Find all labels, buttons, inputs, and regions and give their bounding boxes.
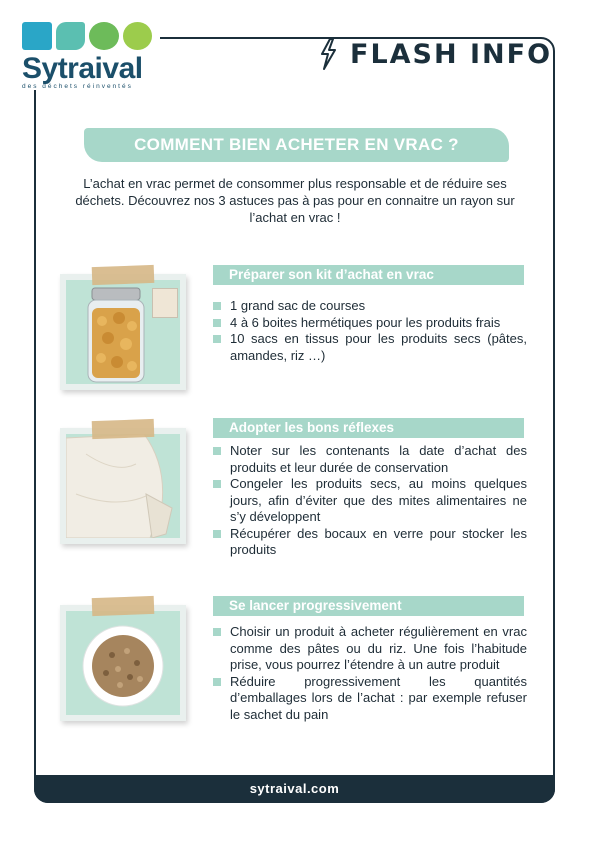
footer-bar	[34, 775, 555, 803]
main-banner	[84, 128, 509, 162]
logo-square-blue	[22, 22, 52, 50]
list-item: Choisir un produit à acheter régulièrement en vrac comme des pâtes ou du riz. Une fois l’habitude prise, vous pourrez l’étendre à un autre produit	[213, 624, 527, 674]
page-title: FLASH INFO	[350, 38, 553, 70]
cloth-bag-image	[66, 434, 180, 538]
brand-tagline: des déchets réinventés	[22, 83, 133, 90]
brand-name: Sytraival	[22, 52, 143, 85]
list-item: Noter sur les contenants la date d’achat des produits et leur durée de conservation	[213, 443, 527, 476]
logo-square-green	[89, 22, 119, 50]
list-item: 10 sacs en tissus pour les produits secs (pâtes, amandes, riz …)	[213, 331, 527, 364]
flash-info-header	[318, 38, 552, 70]
logo-square-teal	[56, 22, 86, 50]
list-item: Réduire progressivement les quantités d’emballages lors de l’achat : par exemple refuser le sachet du pain	[213, 674, 527, 724]
bullet-list	[213, 298, 527, 364]
lentil-bowl-image	[82, 625, 164, 707]
section-heading: Adopter les bons réflexes	[213, 418, 524, 438]
banner-title: COMMENT BIEN ACHETER EN VRAC ?	[134, 135, 459, 154]
pasta-jar-image	[86, 286, 146, 384]
tape-strip	[92, 265, 155, 285]
lentil-bowl-photo	[60, 605, 186, 721]
footer-link[interactable]: sytraival.com	[249, 781, 340, 796]
small-jar-image	[152, 288, 178, 318]
logo-squares	[22, 22, 152, 50]
section-heading: Préparer son kit d’achat en vrac	[213, 265, 524, 285]
tape-strip	[92, 419, 155, 439]
intro-text: L’achat en vrac permet de consommer plus responsable et de réduire ses déchets. Découvrez nos 3 astuces pas à pas pour en connaitre un rayon sur l’achat en vrac !	[75, 176, 515, 225]
lightning-bolt-icon	[318, 38, 338, 70]
list-item: 1 grand sac de courses	[213, 298, 527, 315]
bullet-list	[213, 443, 527, 559]
list-item: 4 à 6 boites hermétiques pour les produits frais	[213, 315, 527, 332]
list-item: Congeler les produits secs, au moins quelques jours, afin d’éviter que des mites alimentaires ne s’y développent	[213, 476, 527, 526]
bullet-list	[213, 624, 527, 723]
section-heading: Se lancer progressivement	[213, 596, 524, 616]
pasta-jar-photo	[60, 274, 186, 390]
logo-square-lime	[123, 22, 153, 50]
list-item: Récupérer des bocaux en verre pour stocker les produits	[213, 526, 527, 559]
cloth-bag-photo	[60, 428, 186, 544]
tape-strip	[92, 596, 155, 616]
brand-logo	[22, 22, 152, 90]
